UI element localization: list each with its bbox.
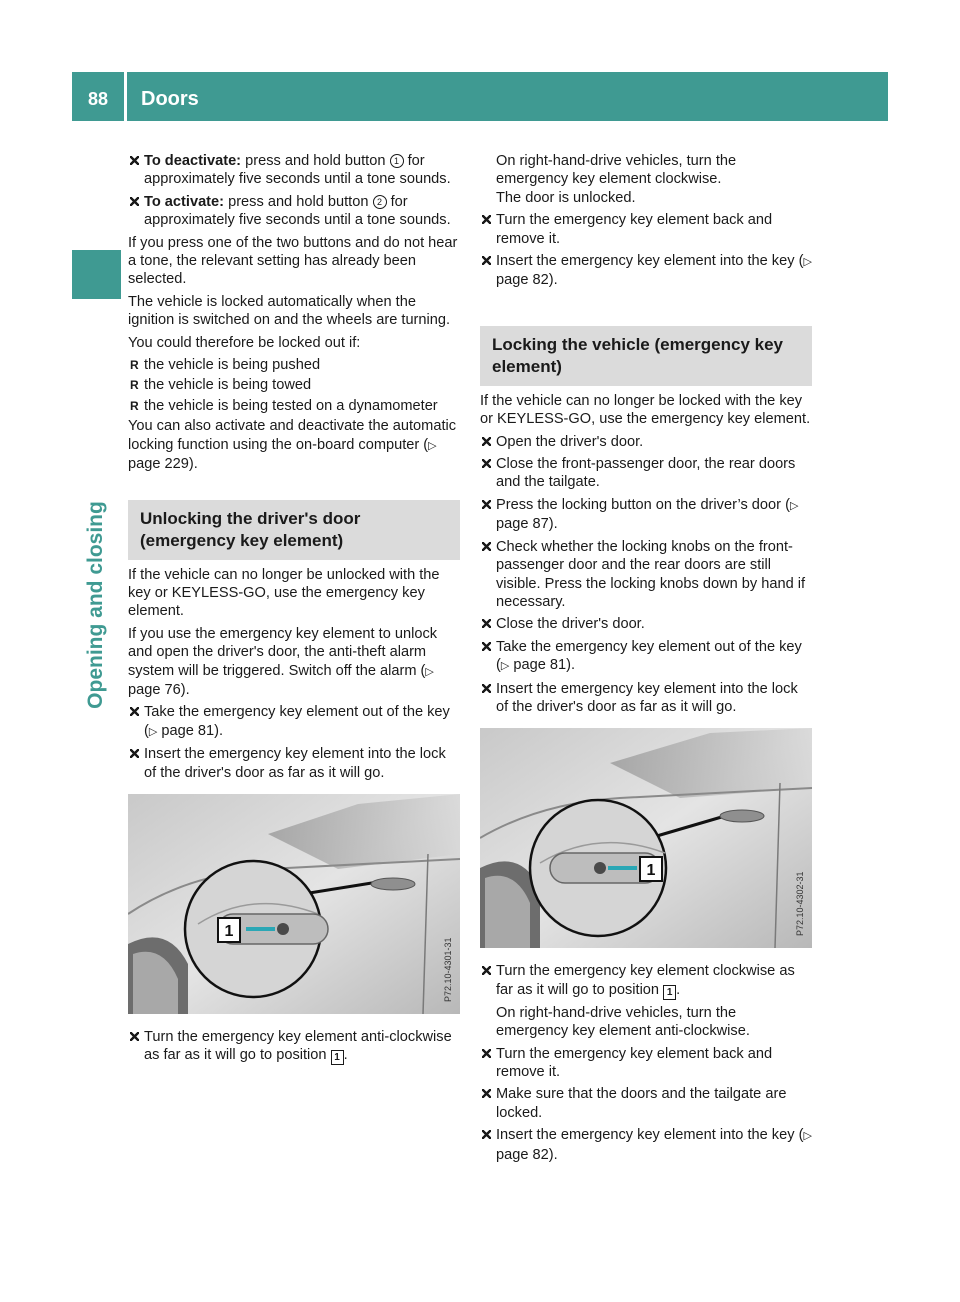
figure-code: P72.10-4302-31 — [795, 871, 805, 937]
paragraph: If the vehicle can no longer be unlocked with the key or KEYLESS-GO, use the emergency key element. — [128, 566, 440, 620]
page-ref-arrow-icon: ▷ — [148, 725, 158, 738]
page-reference-link[interactable]: page 81 — [161, 722, 215, 739]
step: Open the driver's door. — [480, 433, 812, 451]
side-chapter-label: Opening and closing — [84, 501, 107, 709]
page-reference-link[interactable]: page 76 — [128, 681, 181, 698]
list-item: R the vehicle is being towed — [128, 376, 460, 394]
left-column — [128, 152, 460, 1069]
step: Insert the emergency key element into the lock of the driver's door as far as it will go. — [480, 680, 812, 717]
car-door-illustration — [128, 794, 460, 1014]
step: Insert the emergency key element into the key (▷ page 82). — [480, 1126, 812, 1164]
figure-code: P72.10-4301-31 — [443, 937, 453, 1002]
page-ref-arrow-icon: ▷ — [803, 256, 812, 269]
paragraph: If you use the emergency key element to unlock and open the driver's door, the anti-theft alarm system will be triggered. Switch off the alarm (▷ page 76). — [128, 625, 438, 698]
step: Check whether the locking knobs on the front-passenger door and the rear doors are still visible. Press the locking knobs down by hand if necessary. — [480, 538, 812, 612]
figure-callout: 1 — [646, 862, 656, 880]
page-reference-link[interactable]: page 82 — [496, 1146, 549, 1163]
paragraph: If the vehicle can no longer be locked with the key or KEYLESS-GO, use the emergency key element. — [480, 392, 811, 428]
paragraph: The vehicle is locked automatically when the ignition is switched on and the wheels are turning. — [128, 293, 451, 329]
page-reference-link[interactable]: page 82 — [496, 272, 549, 289]
step: Insert the emergency key element into the lock of the driver's door as far as it will go. — [128, 745, 460, 782]
page-title: Doors — [141, 88, 199, 110]
step-label: To deactivate: — [144, 153, 242, 169]
step-deactivate: To deactivate: press and hold button 1 for approximately five seconds until a tone sounds. — [128, 152, 460, 189]
position-1-symbol: 1 — [331, 1050, 344, 1065]
side-tab — [72, 250, 121, 299]
right-column — [480, 152, 812, 1168]
section-heading: Unlocking the driver's door (emergency key element) — [128, 500, 460, 560]
step: Turn the emergency key element anti-clockwise as far as it will go to position 1 . — [128, 1028, 460, 1065]
figure-callout: 1 — [224, 922, 234, 940]
position-1-symbol: 1 — [663, 985, 676, 1000]
step: Turn the emergency key element clockwise as far as it will go to position 1 . — [480, 962, 812, 999]
figure-lock-door — [480, 728, 812, 948]
section-heading: Locking the vehicle (emergency key element) — [480, 326, 812, 386]
step: Make sure that the doors and the tailgate are locked. — [480, 1085, 812, 1122]
header-divider — [124, 72, 127, 121]
paragraph: If you press one of the two buttons and do not hear a tone, the relevant setting has already been selected. — [128, 234, 458, 288]
paragraph: You could therefore be locked out if: — [128, 334, 361, 351]
step-label: To activate: — [144, 193, 225, 210]
page-ref-arrow-icon: ▷ — [425, 665, 434, 678]
page-reference-link[interactable]: page 87 — [496, 516, 549, 533]
paragraph: The door is unlocked. — [496, 189, 636, 206]
step: Close the front-passenger door, the rear doors and the tailgate. — [480, 455, 812, 492]
paragraph: On right-hand-drive vehicles, turn the emergency key element clockwise. — [496, 153, 737, 188]
button-2-symbol: 2 — [373, 195, 387, 209]
step: Turn the emergency key element back and remove it. — [480, 211, 812, 248]
page-ref-arrow-icon: ▷ — [803, 1130, 812, 1143]
step: Close the driver's door. — [480, 615, 812, 633]
figure-unlock-door — [128, 794, 460, 1014]
step: Turn the emergency key element back and remove it. — [480, 1045, 812, 1082]
step-activate: To activate: press and hold button 2 for approximately five seconds until a tone sounds. — [128, 193, 460, 230]
step: Take the emergency key element out of the key (▷ page 81). — [128, 703, 460, 741]
page-ref-arrow-icon: ▷ — [789, 499, 799, 512]
button-1-symbol: 1 — [390, 154, 404, 168]
car-door-illustration — [480, 728, 812, 948]
step: Take the emergency key element out of the key (▷ page 81). — [480, 638, 812, 676]
page-ref-arrow-icon: ▷ — [500, 660, 510, 673]
page-reference-link[interactable]: page 81 — [513, 657, 567, 674]
page-number: 88 — [87, 89, 109, 109]
list-item: R the vehicle is being pushed — [128, 356, 460, 374]
page-reference-link[interactable]: page 229 — [128, 456, 189, 473]
paragraph: You can also activate and deactivate the automatic locking function using the on-board computer (▷ page 229). — [128, 418, 457, 473]
step: Press the locking button on the driver’s door (▷ page 87). — [480, 496, 812, 534]
step: Insert the emergency key element into the key (▷ page 82). — [480, 252, 812, 290]
list-item: R the vehicle is being tested on a dynamometer — [128, 397, 460, 415]
paragraph: On right-hand-drive vehicles, turn the emergency key element anti-clockwise. — [496, 1004, 750, 1040]
page-ref-arrow-icon: ▷ — [428, 439, 437, 452]
